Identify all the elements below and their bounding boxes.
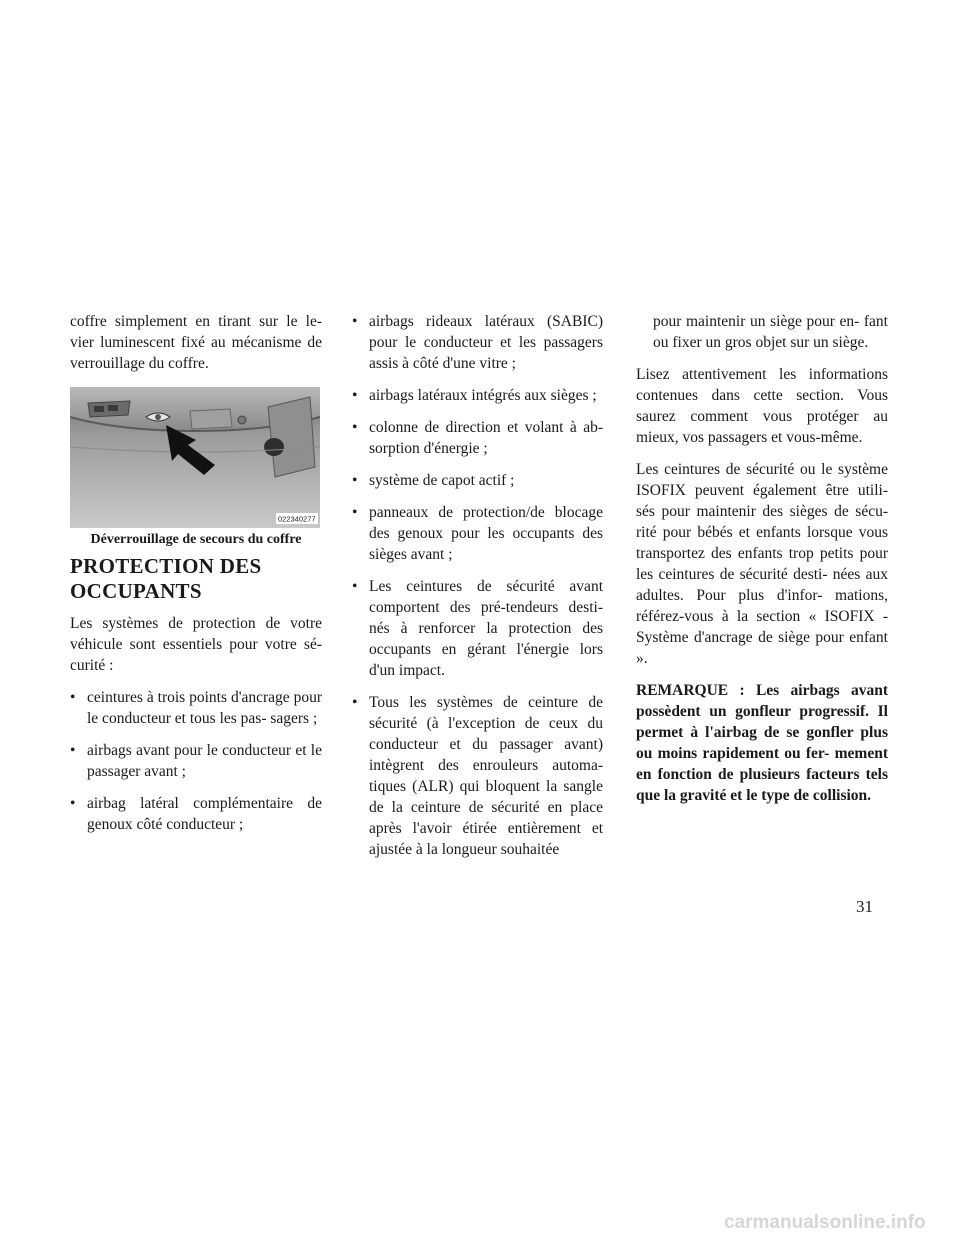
column-1 [70,311,322,846]
bullet-glyph: • [70,742,76,759]
list-item: • ceintures à trois points d'ancrage pour le conducteur et tous les pas- sagers ; [70,689,322,727]
list-item: • airbags avant pour le conducteur et le passager avant ; [70,742,322,780]
trunk-release-figure [70,387,320,528]
trunk-interior-illustration [70,387,320,528]
list-item: • airbag latéral complémentaire de genoux côté conducteur ; [70,795,322,833]
list-item: • airbags latéraux intégrés aux sièges ; [352,387,597,404]
figure-caption: Déverrouillage de secours du coffre [90,532,302,547]
bullet-glyph: • [352,313,358,330]
figure-code: 022340277 [278,514,316,524]
intro-paragraph: coffre simplement en tirant sur le le- vier luminescent fixé au mécanisme de verrouillage du coffre. [70,313,322,372]
list-item: • panneaux de protection/de blocage des genoux pour les occupants des sièges avant ; [352,504,603,563]
bullet-glyph: • [352,472,358,489]
list-item: • système de capot actif ; [352,472,515,489]
list-item: • airbags rideaux latéraux (SABIC) pour le conducteur et les passagers assis à côté d'une vitre ; [352,313,603,372]
list-item: • colonne de direction et volant à ab- sorption d'énergie ; [352,419,603,457]
bullet-glyph: • [352,504,358,521]
column-3 [636,311,888,817]
bullet-glyph: • [70,795,76,812]
isofix-paragraph: Les ceintures de sécurité ou le système ISOFIX peuvent également être utili- sés pour maintenir des sièges de sécu- rité pour bébés et enfants lorsque vous transportez des enfants trop petits pour les ceintures de sécurité desti- nées aux adultes. Pour plus d'infor- mations, référez-vous à la section « ISOFIX - Système d'ancrage de siège pour enfant ». [636,461,888,667]
section-heading: PROTECTION DES OCCUPANTS [70,554,262,603]
bullet-glyph: • [352,578,358,595]
remark-note: REMARQUE : Les airbags avant possèdent un gonfleur progressif. Il permet à l'airbag de se gonfler plus ou moins rapidement ou fer- mement en fonction de plusieurs facteurs tels que la gravité et le type de collision. [636,682,888,804]
bullet-glyph: • [352,694,358,711]
protection-list-part-2 [352,311,603,860]
protection-list-part-1 [70,687,322,835]
list-item: • Tous les systèmes de ceinture de sécurité (à l'exception de ceux du conducteur et du passager avant) intègrent des enrouleurs automa- tiques (ALR) qui bloquent la sangle de la ceinture de sécurité en place après l'avoir étirée entièrement et ajustée à la longueur souhaitée [352,694,603,858]
bullet-glyph: • [352,387,358,404]
info-paragraph: Lisez attentivement les informations contenues dans cette section. Vous saurez comment vous protéger au mieux, vos passagers et vous-même. [636,366,888,446]
bullet-glyph: • [352,419,358,436]
bullet-glyph: • [70,689,76,706]
list-continuation: pour maintenir un siège pour en- fant ou fixer un gros objet sur un siège. [653,313,888,351]
list-item: • Les ceintures de sécurité avant comportent des pré-tendeurs desti- nés à renforcer la protection des occupants en gérant l'énergie lors d'un impact. [352,578,603,679]
section-intro-paragraph: Les systèmes de protection de votre véhicule sont essentiels pour votre sé- curité : [70,615,322,674]
page-number: 31 [856,897,873,916]
column-2 [352,311,603,871]
watermark-link[interactable]: carmanualsonline.info [724,1212,926,1233]
